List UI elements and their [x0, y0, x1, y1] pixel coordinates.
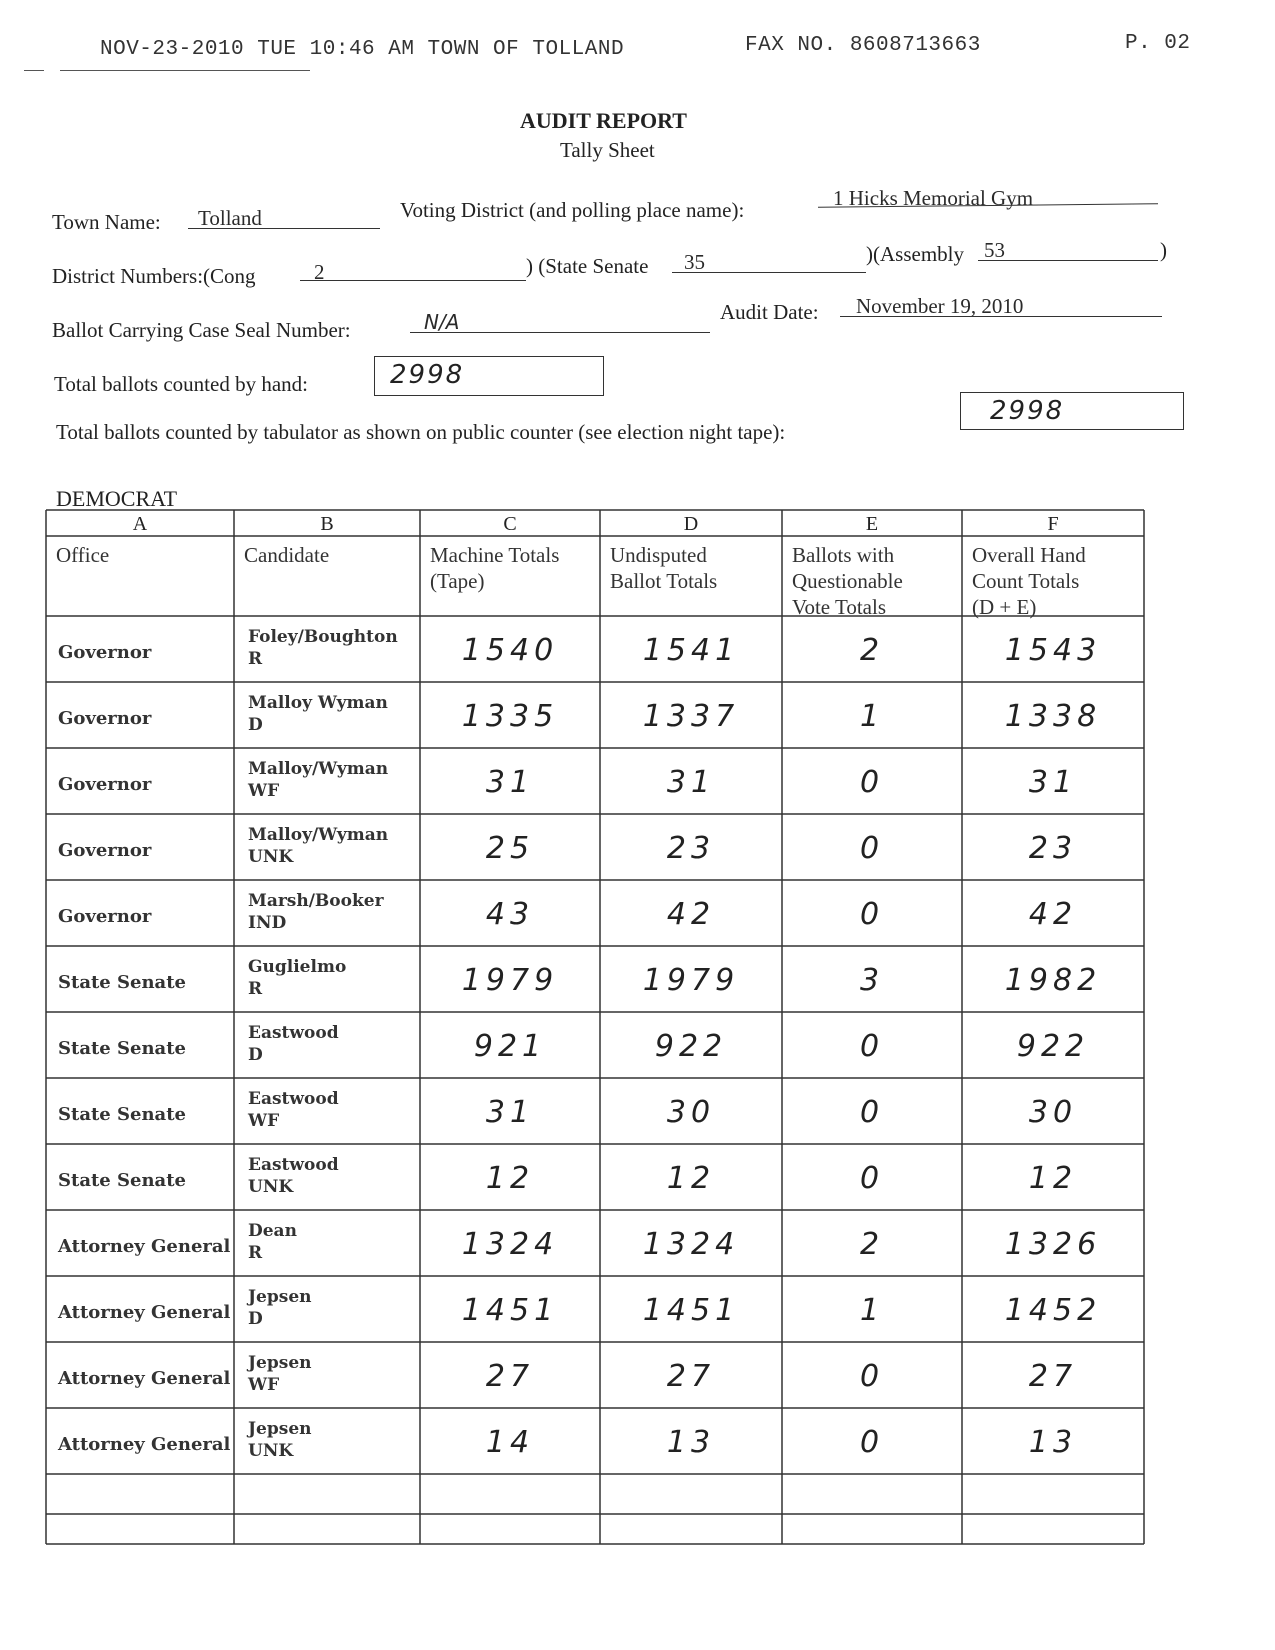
total-d-cell: 31	[666, 765, 716, 800]
audit-date-underline	[840, 316, 1162, 317]
table-row	[57, 1287, 1101, 1329]
candidate-cell: Malloy/Wyman	[248, 825, 389, 845]
column-header: Count Totals	[972, 569, 1080, 593]
total-d-cell: 13	[666, 1425, 716, 1460]
candidate-cell: Eastwood	[248, 1155, 339, 1175]
town-underline	[188, 228, 380, 229]
total-c-cell: 31	[485, 1095, 535, 1130]
office-cell: Governor	[58, 774, 152, 795]
voting-district-label: Voting District (and polling place name):	[400, 198, 745, 222]
total-f-cell: 31	[1028, 765, 1078, 800]
candidate-cell: WF	[248, 1111, 280, 1131]
total-c-cell: 1451	[461, 1293, 559, 1328]
total-c-cell: 27	[485, 1359, 535, 1394]
candidate-cell: UNK	[248, 847, 294, 867]
column-header: Ballot Totals	[610, 569, 718, 593]
column-header: Machine Totals	[430, 543, 560, 567]
total-f-cell: 922	[1016, 1029, 1090, 1064]
total-d-cell: 922	[654, 1029, 728, 1064]
cong-value: 2	[314, 260, 325, 284]
fax-header-left: NOV-23-2010 TUE 10:46 AM TOWN OF TOLLAND	[100, 38, 625, 61]
candidate-cell: UNK	[248, 1441, 294, 1461]
table-row	[58, 1023, 1089, 1065]
state-senate-label: ) (State Senate	[526, 254, 649, 278]
total-e-cell: 0	[859, 1161, 885, 1196]
column-header: Undisputed	[610, 543, 707, 567]
total-c-cell: 1324	[461, 1227, 559, 1262]
total-c-cell: 31	[485, 765, 535, 800]
total-e-cell: 0	[859, 765, 885, 800]
candidate-cell: UNK	[248, 1177, 294, 1197]
column-letter-a: A	[132, 513, 148, 535]
candidate-cell: Marsh/Booker	[248, 891, 384, 911]
total-e-cell: 0	[859, 897, 885, 932]
total-c-cell: 1979	[461, 963, 559, 998]
total-e-cell: 3	[859, 963, 885, 998]
table-row	[58, 957, 1101, 999]
state-senate-underline	[672, 272, 866, 273]
table-row	[58, 1089, 1077, 1131]
candidate-cell: R	[248, 979, 263, 999]
office-cell: State Senate	[58, 1170, 186, 1191]
total-e-cell: 1	[859, 699, 885, 734]
office-cell: Attorney General	[58, 1236, 231, 1257]
table-row	[58, 1155, 1077, 1197]
total-f-cell: 27	[1028, 1359, 1078, 1394]
table-row	[58, 825, 1077, 867]
seal-number-underline	[410, 332, 710, 333]
candidate-cell: Eastwood	[248, 1089, 339, 1109]
total-d-cell: 1324	[642, 1227, 740, 1262]
column-letter-b: B	[320, 513, 334, 535]
total-c-cell: 12	[485, 1161, 535, 1196]
assembly-value: 53	[984, 238, 1005, 262]
table-row	[57, 1353, 1077, 1395]
office-cell: Governor	[58, 708, 152, 729]
total-e-cell: 0	[859, 1029, 885, 1064]
assembly-label: )(Assembly	[866, 242, 964, 266]
table-row	[58, 627, 1101, 669]
total-f-cell: 1338	[1004, 699, 1102, 734]
candidate-cell: Jepsen	[248, 1287, 312, 1307]
voting-district-value: 1 Hicks Memorial Gym	[833, 186, 1034, 210]
column-letter-e: E	[865, 513, 879, 535]
page-number: P. 02	[1125, 32, 1191, 55]
total-f-cell: 30	[1028, 1095, 1078, 1130]
party-label: DEMOCRAT	[56, 486, 178, 511]
audit-date-label: Audit Date:	[720, 300, 819, 324]
state-senate-value: 35	[684, 250, 705, 274]
assembly-underline	[978, 260, 1158, 261]
candidate-cell: Malloy/Wyman	[248, 759, 389, 779]
candidate-cell: Foley/Boughton	[248, 627, 398, 647]
total-e-cell: 0	[859, 831, 885, 866]
column-header: Office	[56, 543, 110, 567]
office-cell: Governor	[58, 642, 152, 663]
total-c-cell: 43	[485, 897, 535, 932]
candidate-cell: Eastwood	[248, 1023, 339, 1043]
candidate-cell: WF	[248, 781, 280, 801]
fax-number: FAX NO. 8608713663	[745, 34, 981, 57]
column-letter-c: C	[503, 513, 517, 535]
report-title: AUDIT REPORT	[520, 108, 687, 133]
cong-underline	[300, 280, 526, 281]
fax-header-rule-left	[24, 70, 44, 71]
report-subtitle: Tally Sheet	[560, 138, 655, 162]
total-c-cell: 14	[485, 1425, 535, 1460]
column-header: (Tape)	[430, 569, 485, 593]
seal-number-label: Ballot Carrying Case Seal Number:	[52, 318, 351, 342]
table-row	[57, 1419, 1077, 1461]
total-c-cell: 921	[473, 1029, 547, 1064]
tabulator-total-label: Total ballots counted by tabulator as shown on public counter (see election night tape):	[56, 420, 786, 444]
total-d-cell: 1451	[642, 1293, 740, 1328]
candidate-cell: R	[248, 649, 263, 669]
candidate-cell: R	[248, 1243, 263, 1263]
total-f-cell: 12	[1028, 1161, 1078, 1196]
table-row	[58, 759, 1077, 801]
candidate-cell: Jepsen	[248, 1353, 312, 1373]
total-f-cell: 1326	[1004, 1227, 1102, 1262]
office-cell: Governor	[58, 906, 152, 927]
total-c-cell: 25	[485, 831, 535, 866]
table-row	[58, 693, 1101, 735]
candidate-cell: WF	[248, 1375, 280, 1395]
town-value: Tolland	[198, 206, 262, 230]
assembly-close-paren: )	[1160, 238, 1167, 262]
total-e-cell: 0	[859, 1359, 885, 1394]
total-e-cell: 0	[859, 1095, 885, 1130]
candidate-cell: Malloy Wyman	[248, 693, 388, 713]
table-headers	[56, 513, 1086, 619]
tally-table	[44, 508, 1224, 1588]
town-label: Town Name:	[52, 210, 161, 234]
total-d-cell: 12	[666, 1161, 716, 1196]
column-header: Overall Hand	[972, 543, 1086, 567]
total-c-cell: 1335	[461, 699, 559, 734]
office-cell: State Senate	[58, 1038, 186, 1059]
total-d-cell: 23	[666, 831, 716, 866]
candidate-cell: D	[248, 1309, 263, 1329]
total-e-cell: 2	[859, 633, 885, 668]
total-e-cell: 0	[859, 1425, 885, 1460]
office-cell: Governor	[58, 840, 152, 861]
office-cell: State Senate	[58, 1104, 186, 1125]
office-cell: Attorney General	[58, 1302, 231, 1323]
table-rows	[57, 627, 1101, 1461]
total-f-cell: 23	[1028, 831, 1078, 866]
candidate-cell: Jepsen	[248, 1419, 312, 1439]
total-f-cell: 42	[1028, 897, 1078, 932]
total-f-cell: 1452	[1004, 1293, 1102, 1328]
office-cell: Attorney General	[58, 1434, 231, 1455]
total-d-cell: 30	[666, 1095, 716, 1130]
office-cell: Attorney General	[58, 1368, 231, 1389]
column-header: Candidate	[244, 543, 330, 567]
audit-date-value: November 19, 2010	[856, 294, 1024, 318]
candidate-cell: D	[248, 715, 263, 735]
total-d-cell: 1337	[642, 699, 740, 734]
table-row	[58, 891, 1077, 933]
candidate-cell: IND	[248, 913, 287, 933]
total-e-cell: 1	[859, 1293, 885, 1328]
total-d-cell: 1979	[642, 963, 740, 998]
total-f-cell: 1982	[1004, 963, 1102, 998]
total-d-cell: 1541	[642, 633, 740, 668]
column-header: Vote Totals	[792, 595, 887, 619]
candidate-cell: D	[248, 1045, 263, 1065]
column-letter-f: F	[1047, 513, 1059, 535]
column-header: (D + E)	[972, 595, 1037, 619]
hand-total-label: Total ballots counted by hand:	[54, 372, 308, 396]
hand-total-value: 2998	[390, 360, 465, 390]
district-numbers-label: District Numbers:(Cong	[52, 264, 256, 288]
total-f-cell: 13	[1028, 1425, 1078, 1460]
candidate-cell: Guglielmo	[248, 957, 347, 977]
total-c-cell: 1540	[461, 633, 559, 668]
total-d-cell: 42	[666, 897, 716, 932]
tabulator-total-value: 2998	[990, 396, 1065, 426]
seal-number-value: N/A	[424, 310, 460, 334]
candidate-cell: Dean	[248, 1221, 297, 1241]
total-e-cell: 2	[859, 1227, 885, 1262]
column-letter-d: D	[683, 513, 699, 535]
total-f-cell: 1543	[1004, 633, 1102, 668]
fax-header-rule	[60, 70, 310, 71]
column-header: Ballots with	[792, 543, 895, 567]
table-row	[57, 1221, 1101, 1263]
total-d-cell: 27	[666, 1359, 716, 1394]
office-cell: State Senate	[58, 972, 186, 993]
column-header: Questionable	[792, 569, 903, 593]
